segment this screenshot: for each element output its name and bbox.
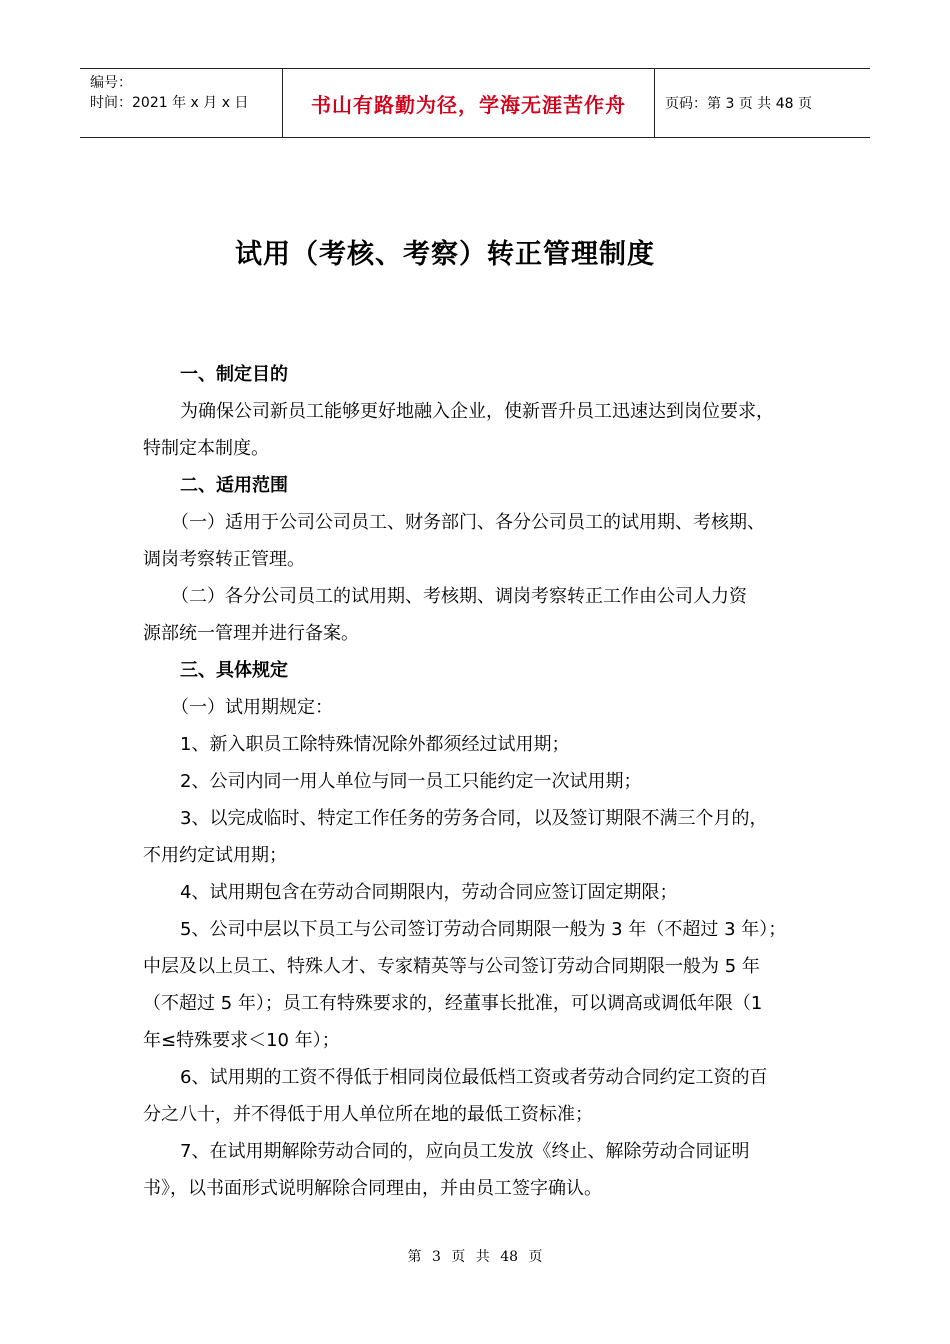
page-info: 页码：第 3 页 共 48 页 — [665, 96, 812, 112]
paragraph-line: 7、在试用期解除劳动合同的，应向员工发放《终止、解除劳动合同证明 — [180, 1141, 750, 1162]
document-body — [143, 356, 833, 1207]
header-meta — [80, 69, 282, 137]
header-page-cell — [655, 69, 870, 137]
page-title: 试用（考核、考察）转正管理制度 — [235, 239, 655, 270]
section-heading-purpose: 一、制定目的 — [180, 364, 288, 385]
number-label: 编号： — [90, 75, 132, 91]
page-footer: 第 3 页 共 48 页 — [407, 1249, 543, 1265]
section-heading-scope: 二、适用范围 — [180, 475, 288, 496]
paragraph-line: 年≤特殊要求＜10 年）； — [143, 1030, 340, 1051]
paragraph-line: 书》，以书面形式说明解除合同理由，并由员工签字确认。 — [143, 1178, 602, 1199]
paragraph-line: 源部统一管理并进行备案。 — [143, 623, 359, 644]
paragraph-line: 中层及以上员工、特殊人才、专家精英等与公司签订劳动合同期限一般为 5 年 — [143, 956, 760, 977]
paragraph-line: 1、新入职员工除特殊情况除外都须经过试用期； — [180, 734, 570, 755]
section-heading-rules: 三、具体规定 — [180, 660, 288, 681]
paragraph-line: 3、以完成临时、特定工作任务的劳务合同，以及签订期限不满三个月的， — [180, 808, 768, 829]
paragraph-line: （二）各分公司员工的试用期、考核期、调岗考察转正工作由公司人力资 — [171, 586, 747, 607]
paragraph-line: 不用约定试用期； — [143, 845, 287, 866]
paragraph-line: 分之八十，并不得低于用人单位所在地的最低工资标准； — [143, 1104, 593, 1125]
header-motto-cell — [282, 69, 655, 137]
paragraph-line: 2、公司内同一用人单位与同一员工只能约定一次试用期； — [180, 771, 642, 792]
subsection-heading: （一）试用期规定： — [171, 697, 333, 718]
document-header — [80, 68, 870, 138]
paragraph-line: （一）适用于公司公司员工、财务部门、各分公司员工的试用期、考核期、 — [171, 512, 765, 533]
motto: 书山有路勤为径，学海无涯苦作舟 — [311, 92, 626, 117]
paragraph-line: 6、试用期的工资不得低于相同岗位最低档工资或者劳动合同约定工资的百 — [180, 1067, 768, 1088]
paragraph-line: 为确保公司新员工能够更好地融入企业，使新晋升员工迅速达到岗位要求， — [180, 401, 774, 422]
time-label: 时间：2021 年 x 月 x 日 — [90, 95, 249, 111]
paragraph-line: 特制定本制度。 — [143, 438, 269, 459]
paragraph-line: 5、公司中层以下员工与公司签订劳动合同期限一般为 3 年（不超过 3 年）； — [180, 919, 787, 940]
paragraph-line: （不超过 5 年）；员工有特殊要求的，经董事长批准，可以调高或调低年限（1 — [143, 993, 763, 1014]
paragraph-line: 4、试用期包含在劳动合同期限内，劳动合同应签订固定期限； — [180, 882, 678, 903]
paragraph-line: 调岗考察转正管理。 — [143, 549, 305, 570]
